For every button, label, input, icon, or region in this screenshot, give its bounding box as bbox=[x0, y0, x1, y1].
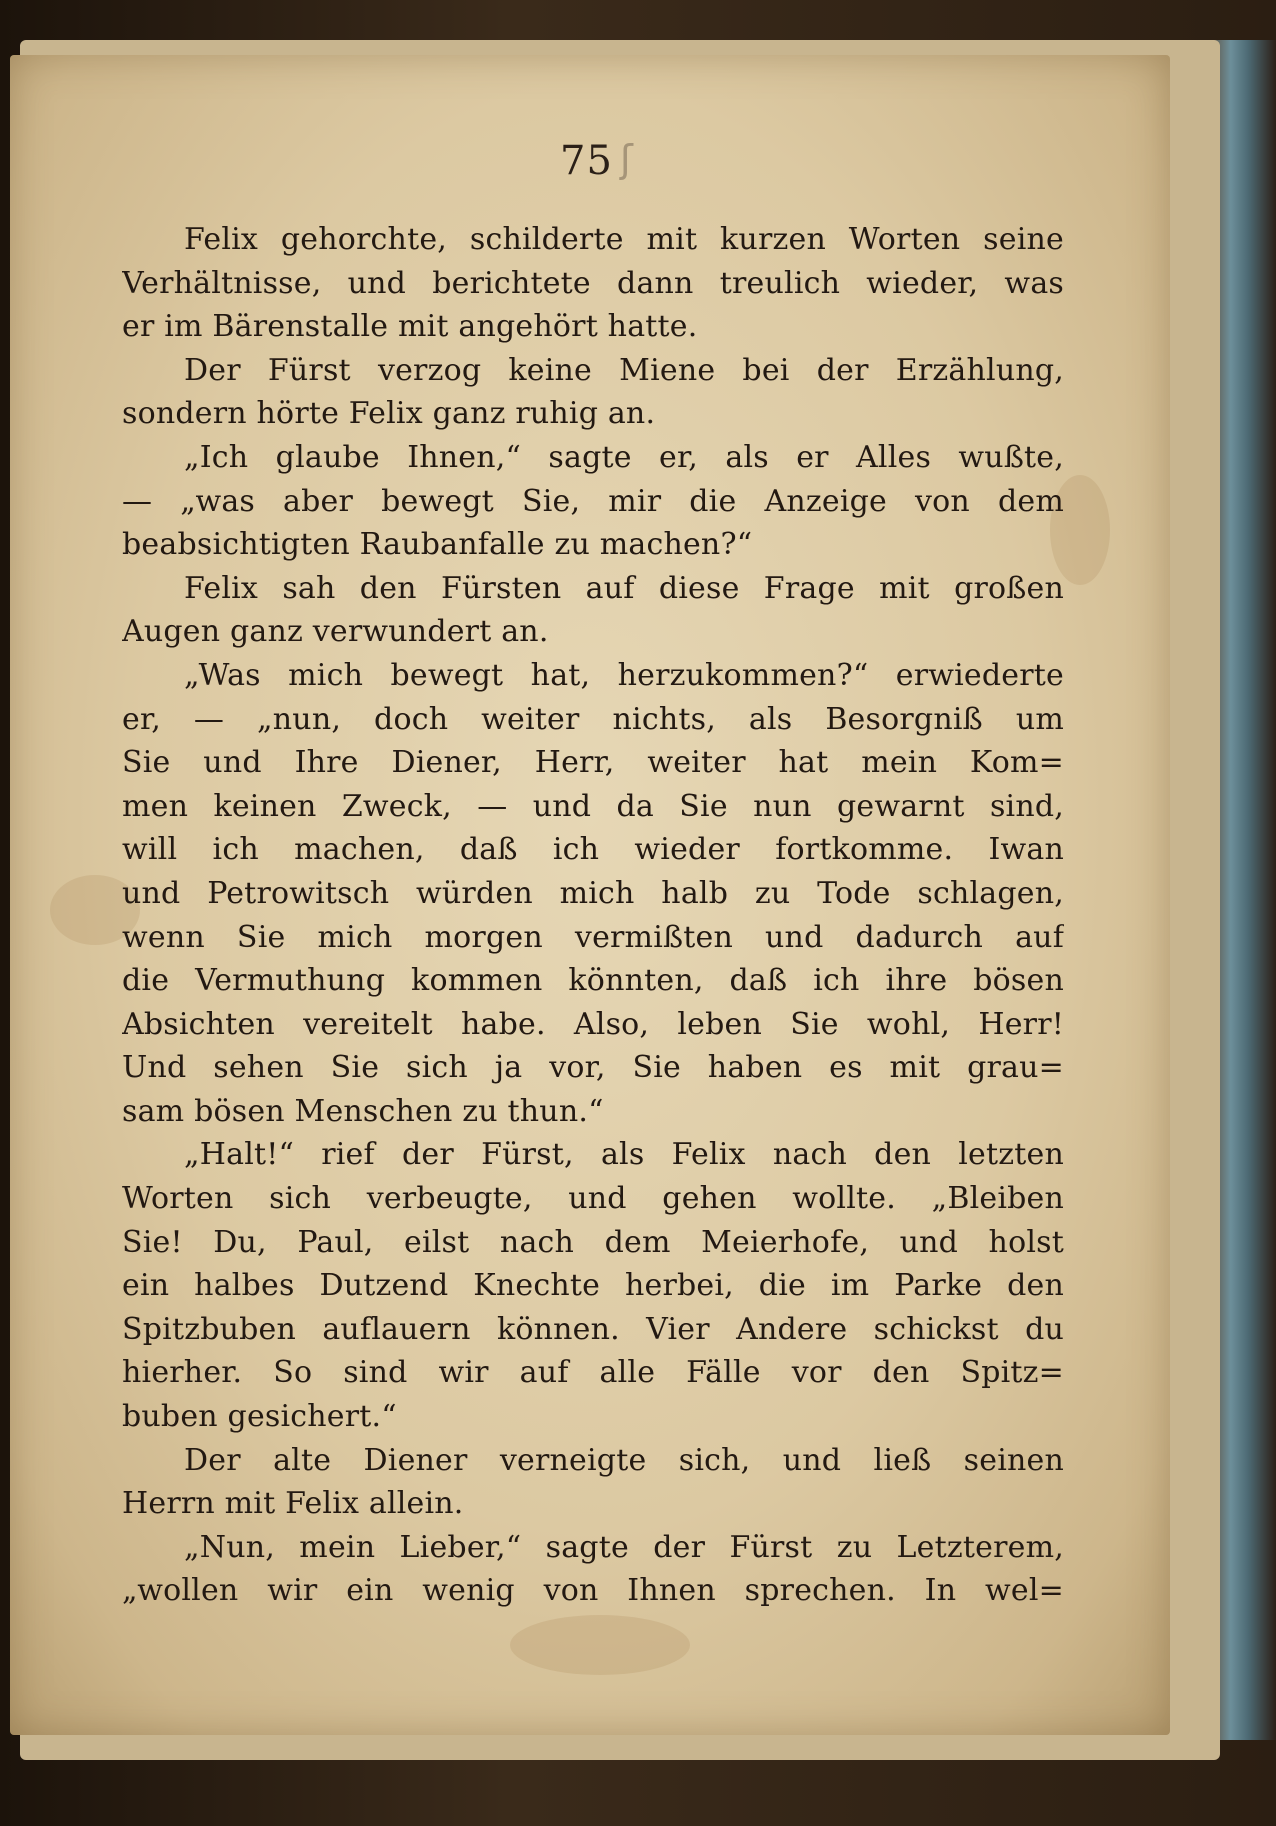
text-line: Spitzbuben auflauern können. Vier Andere schickst du bbox=[122, 1311, 1064, 1347]
text-line: sondern hörte Felix ganz ruhig an. bbox=[122, 396, 656, 432]
text-line: will ich machen, daß ich wieder fortkomme. Iwan bbox=[122, 832, 1064, 868]
text-line: — „was aber bewegt Sie, mir die Anzeige von dem bbox=[122, 483, 1064, 519]
text-line: „Nun, mein Lieber,“ sagte der Fürst zu Letzterem, bbox=[184, 1529, 1064, 1565]
text-line: er im Bärenstalle mit angehört hatte. bbox=[122, 309, 698, 345]
text-line: „Halt!“ rief der Fürst, als Felix nach den letzten bbox=[184, 1137, 1064, 1173]
text-line: „Was mich bewegt hat, herzukommen?“ erwiederte bbox=[184, 657, 1064, 693]
text-line: „Ich glaube Ihnen,“ sagte er, als er Alles wußte, bbox=[184, 439, 1064, 475]
page-text bbox=[122, 218, 1064, 1613]
page-stain bbox=[510, 1615, 690, 1675]
text-line: Sie! Du, Paul, eilst nach dem Meierhofe, und holst bbox=[122, 1224, 1064, 1260]
text-line: wenn Sie mich morgen vermißten und dadurch auf bbox=[122, 919, 1064, 955]
text-line: Der Fürst verzog keine Miene bei der Erzählung, bbox=[184, 352, 1064, 388]
text-line: ein halbes Dutzend Knechte herbei, die im Parke den bbox=[122, 1268, 1064, 1304]
pencil-mark: ʃ bbox=[620, 137, 633, 181]
text-line: Absichten vereitelt habe. Also, leben Sie wohl, Herr! bbox=[122, 1006, 1064, 1042]
text-line: sam bösen Menschen zu thun.“ bbox=[122, 1093, 604, 1129]
page-number: 75 bbox=[560, 138, 613, 184]
text-line: Und sehen Sie sich ja vor, Sie haben es mit grau= bbox=[122, 1050, 1064, 1086]
text-line: Sie und Ihre Diener, Herr, weiter hat mein Kom= bbox=[122, 745, 1064, 781]
text-line: hierher. So sind wir auf alle Fälle vor den Spitz= bbox=[122, 1355, 1064, 1391]
text-line: er, — „nun, doch weiter nichts, als Besorgniß um bbox=[122, 701, 1064, 737]
text-line: die Vermuthung kommen könnten, daß ich ihre bösen bbox=[122, 963, 1064, 999]
text-line: Herrn mit Felix allein. bbox=[122, 1486, 464, 1522]
text-line: Felix gehorchte, schilderte mit kurzen Worten seine bbox=[184, 222, 1064, 257]
text-line: Der alte Diener verneigte sich, und ließ seinen bbox=[184, 1442, 1064, 1478]
text-line: Felix sah den Fürsten auf diese Frage mit großen bbox=[184, 570, 1064, 606]
text-line: und Petrowitsch würden mich halb zu Tode schlagen, bbox=[122, 875, 1064, 911]
text-line: beabsichtigten Raubanfalle zu machen?“ bbox=[122, 527, 753, 563]
text-line: Worten sich verbeugte, und gehen wollte. „Bleiben bbox=[122, 1181, 1064, 1217]
text-line: Augen ganz verwundert an. bbox=[122, 614, 549, 650]
text-line: men keinen Zweck, — und da Sie nun gewarnt sind, bbox=[122, 788, 1064, 824]
text-line: „wollen wir ein wenig von Ihnen sprechen. In wel= bbox=[122, 1573, 1064, 1609]
text-line: buben gesichert.“ bbox=[122, 1399, 397, 1435]
text-line: Verhältnisse, und berichtete dann treulich wieder, was bbox=[122, 265, 1064, 301]
